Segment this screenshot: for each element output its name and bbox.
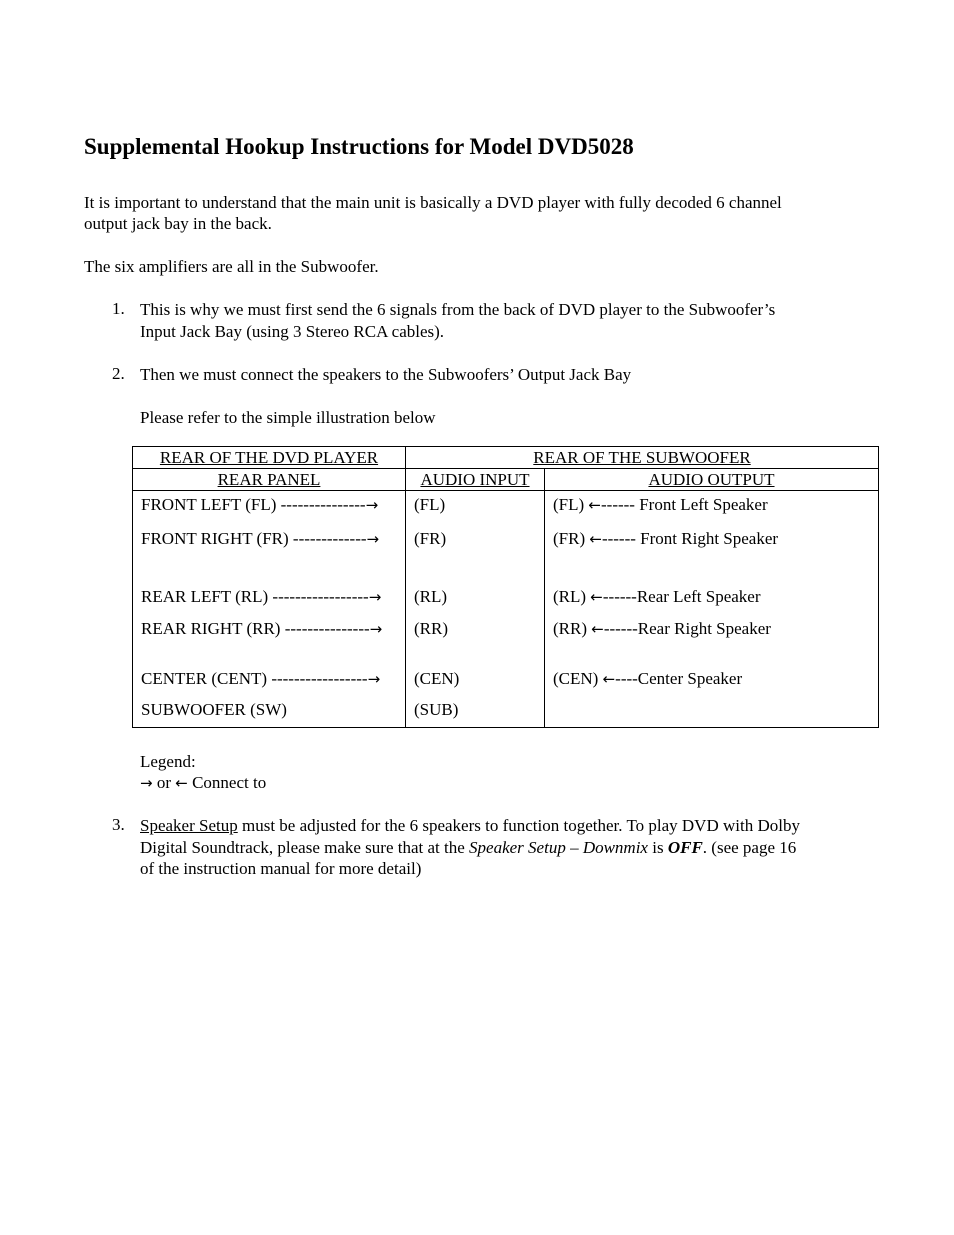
output-rr: (RR) ←------Rear Right Speaker [553,619,771,638]
arrow-left-icon: ← [588,496,601,514]
step-3-line-3: of the instruction manual for more detail) [140,859,422,878]
arrow-right-icon: → [140,774,153,792]
input-cen: (CEN) [414,669,460,688]
step-2-refer: Please refer to the simple illustration below [140,408,436,427]
output-rl: (RL) ←------Rear Left Speaker [553,587,761,606]
input-rr: (RR) [414,619,448,638]
step-2-line-1: Then we must connect the speakers to the Subwoofers’ Output Jack Bay [140,365,632,384]
panel-row-rl: REAR LEFT (RL) -----------------→ [141,587,382,606]
input-sub: (SUB) [414,700,459,719]
page-title: Supplemental Hookup Instructions for Model DVD5028 [84,134,634,159]
arrow-right-icon: → [368,588,382,606]
header-subwoofer: REAR OF THE SUBWOOFER [406,447,879,469]
hookup-table [132,446,879,728]
arrow-left-icon: ← [589,530,602,548]
panel-row-fl: FRONT LEFT (FL) ---------------→ [141,495,379,514]
step-1-number: 1. [112,299,125,318]
input-fl: (FL) [414,495,446,514]
legend-label: Legend: [140,752,196,771]
step-3-line-2: Digital Soundtrack, please make sure that at the Speaker Setup – Downmix is OFF. (see page 16 [140,838,797,857]
input-fr: (FR) [414,529,447,548]
audio-output-column [545,491,879,728]
speaker-setup-link: Speaker Setup [140,816,238,835]
arrow-left-icon: ← [590,588,603,606]
output-cen: (CEN) ←----Center Speaker [553,669,743,688]
arrow-right-icon: → [369,620,383,638]
arrow-left-icon: ← [602,670,616,688]
arrow-right-icon: → [367,670,381,688]
header-dvd-player: REAR OF THE DVD PLAYER [133,447,406,469]
arrow-left-icon: ← [591,620,604,638]
arrow-right-icon: → [366,530,380,548]
panel-row-sw: SUBWOOFER (SW) [141,700,287,719]
amplifiers-paragraph: The six amplifiers are all in the Subwoofer. [84,257,379,276]
step-3-number: 3. [112,815,125,834]
step-2-number: 2. [112,364,125,383]
downmix-setting: Speaker Setup – Downmix [469,838,648,857]
panel-row-rr: REAR RIGHT (RR) ---------------→ [141,619,383,638]
rear-panel-column [133,491,406,728]
intro-line-2: output jack bay in the back. [84,214,272,233]
off-value: OFF [667,838,703,857]
intro-line-1: It is important to understand that the main unit is basically a DVD player with fully decoded 6 channel [84,193,782,212]
panel-row-cent: CENTER (CENT) -----------------→ [141,669,381,688]
input-rl: (RL) [414,587,448,606]
output-fl: (FL) ←------ Front Left Speaker [553,495,768,514]
subheader-audio-input: AUDIO INPUT [406,469,545,491]
arrow-right-icon: → [365,496,379,514]
step-1-line-1: This is why we must first send the 6 signals from the back of DVD player to the Subwoofer’s [140,300,776,319]
arrow-left-icon: ← [175,774,188,792]
subheader-rear-panel: REAR PANEL [133,469,406,491]
panel-row-fr: FRONT RIGHT (FR) -------------→ [141,529,380,548]
audio-input-column [406,491,545,728]
step-1-line-2: Input Jack Bay (using 3 Stereo RCA cables). [140,322,445,341]
output-fr: (FR) ←------ Front Right Speaker [553,529,779,548]
legend-text: → or ← Connect to [140,773,267,792]
step-3-line-1: Speaker Setup must be adjusted for the 6 speakers to function together. To play DVD with Dolby [140,816,800,835]
subheader-audio-output: AUDIO OUTPUT [545,469,879,491]
